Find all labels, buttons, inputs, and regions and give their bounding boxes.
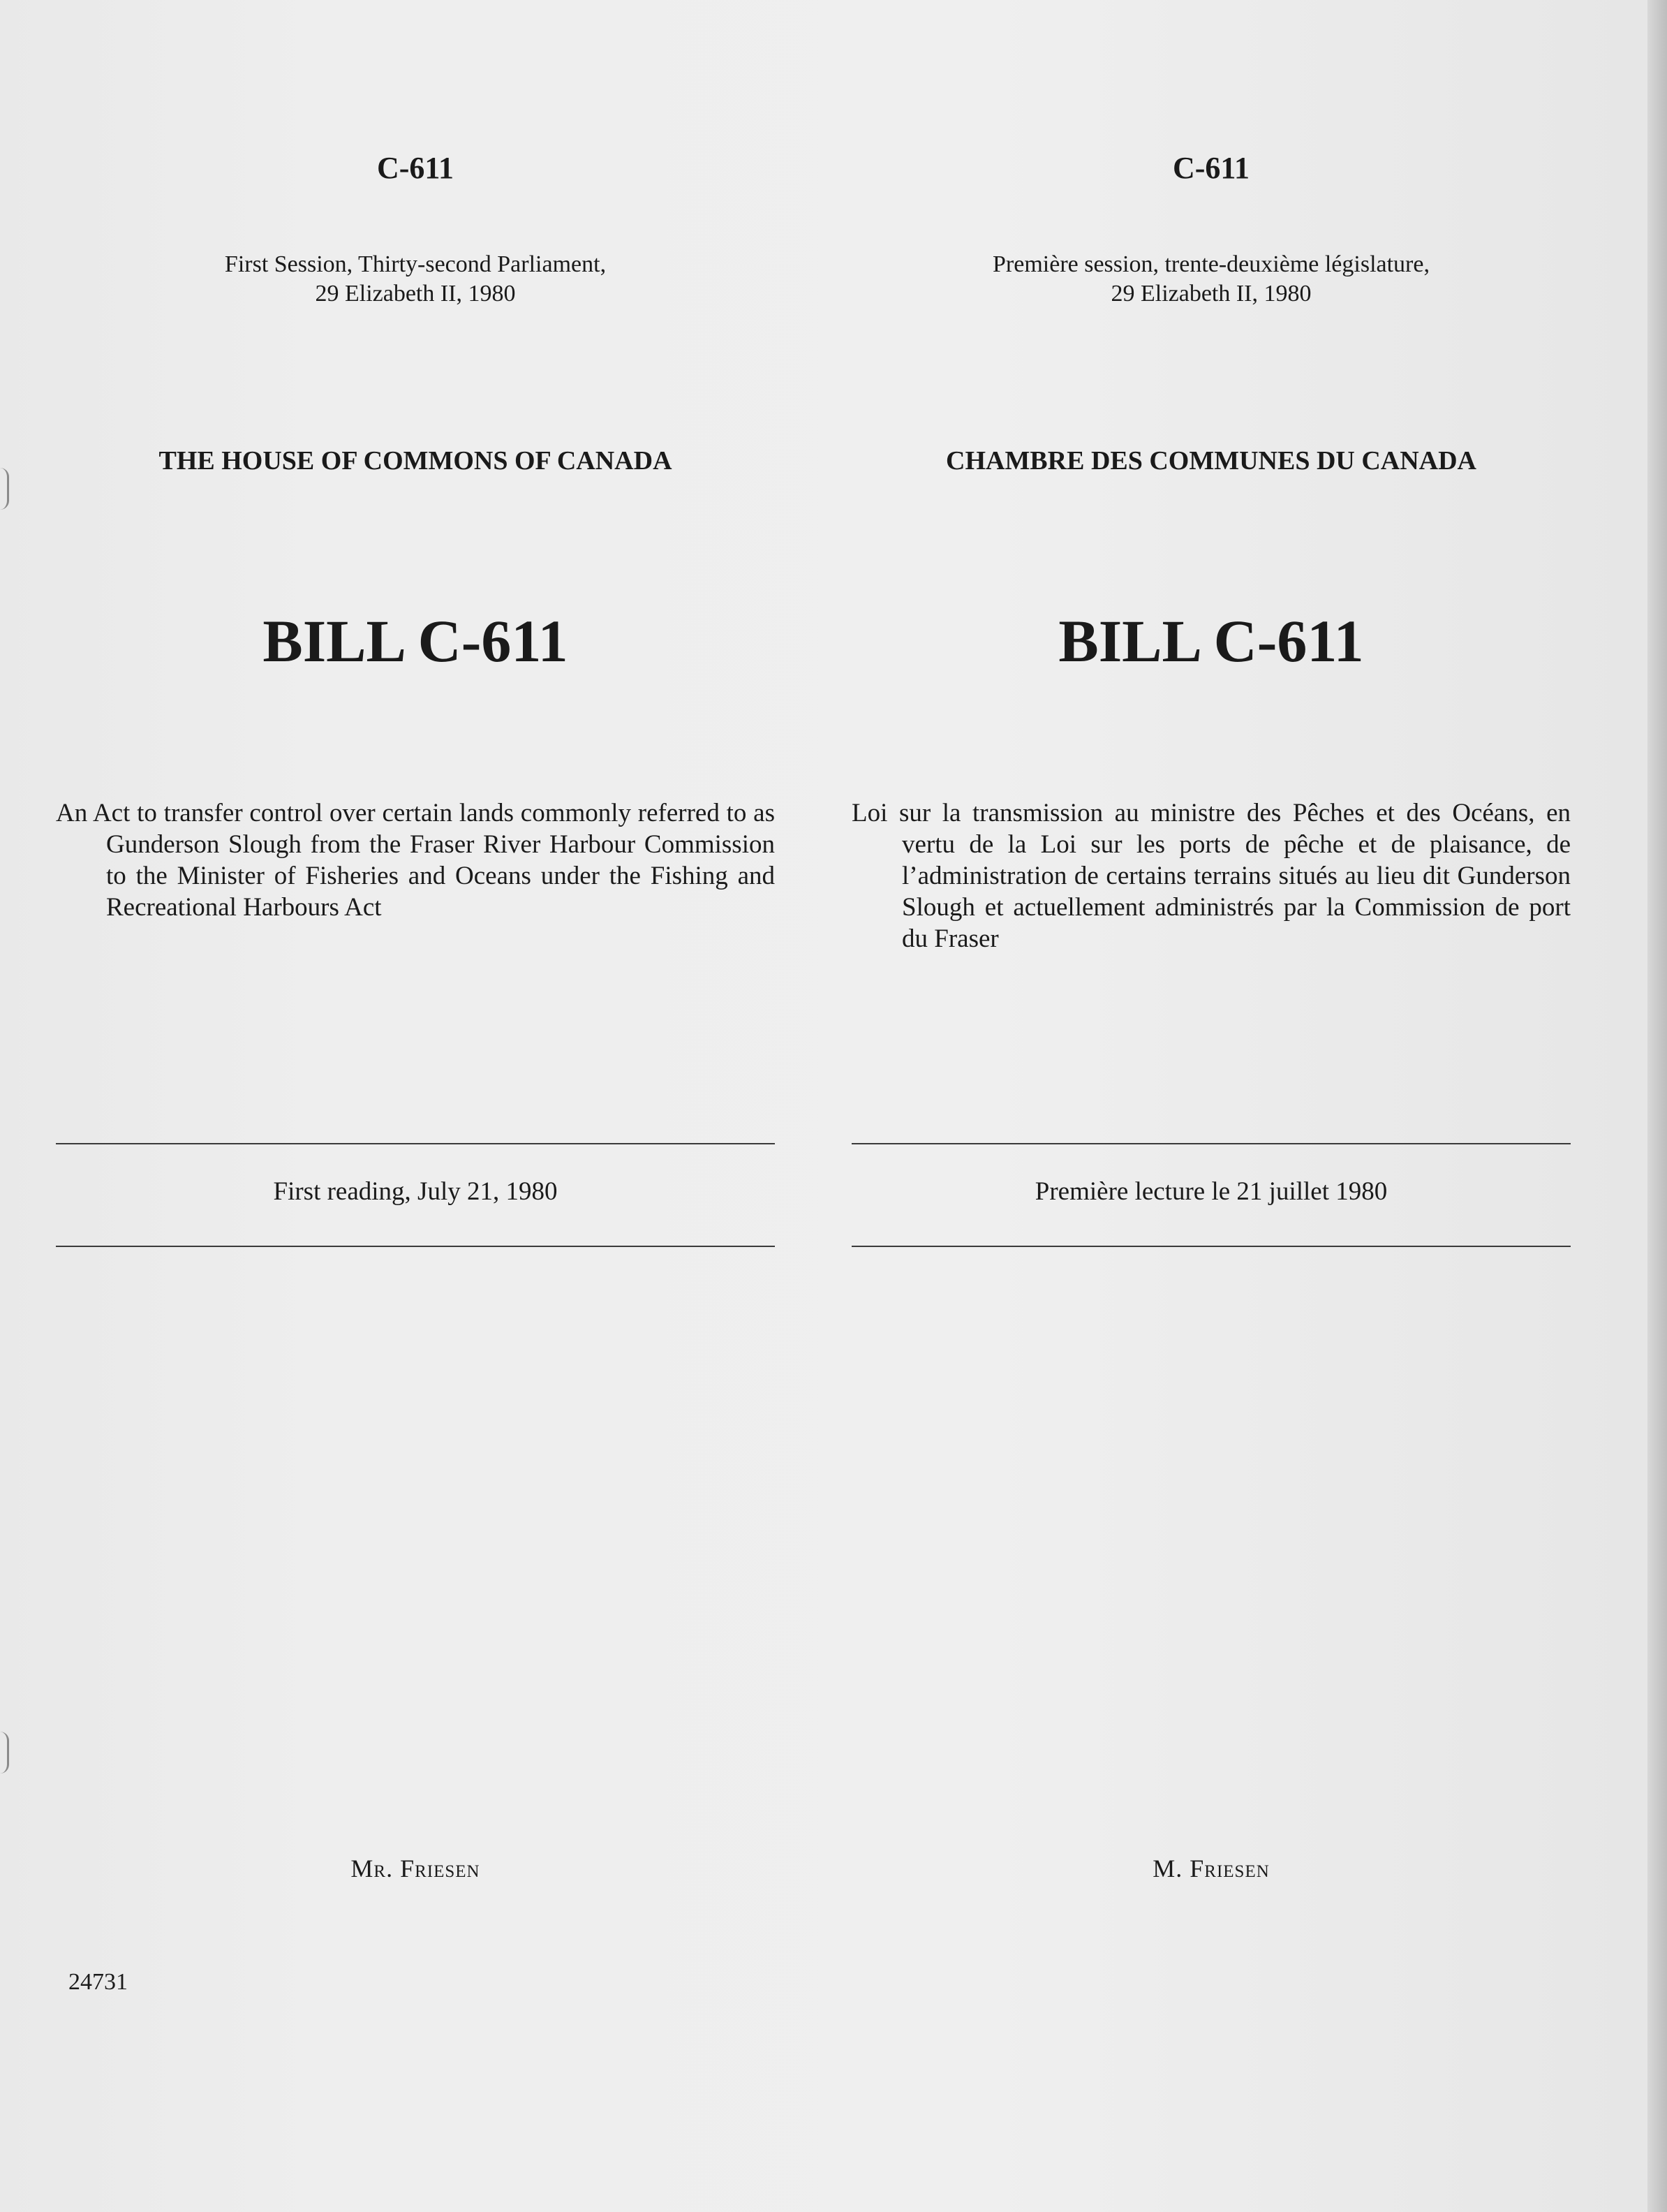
sponsor-name: Mr. Friesen [350, 1855, 480, 1882]
bill-number: C-611 [377, 151, 454, 185]
first-reading: Première lecture le 21 juillet 1980 [1035, 1177, 1388, 1206]
first-reading: First reading, July 21, 1980 [273, 1177, 558, 1206]
divider-rule [56, 1246, 775, 1247]
bill-title: BILL C-611 [1058, 607, 1364, 674]
bill-number: C-611 [1173, 151, 1250, 185]
bill-title: BILL C-611 [262, 607, 568, 674]
house-heading: CHAMBRE DES COMMUNES DU CANADA [946, 446, 1476, 475]
sponsor-name: M. Friesen [1153, 1855, 1270, 1882]
session-year-line: 29 Elizabeth II, 1980 [315, 281, 516, 307]
long-title: An Act to transfer control over certain lands commonly referred to as Gunderson Slough from the Fraser River Harbour Commission to the Minister of Fisheries and Oceans under the Fishing and Recreational Harbours Act [56, 799, 775, 922]
session-year-line: 29 Elizabeth II, 1980 [1111, 281, 1312, 307]
long-title: Loi sur la transmission au ministre des Pêches et des Océans, en vertu de la Loi sur les ports de pêche et de plaisance, de l’administration de certains terrains situés au lieu dit Gunderson Slough et actuellement administrés par la Commission de port du Fraser [852, 799, 1571, 953]
divider-rule [852, 1246, 1571, 1247]
house-heading: THE HOUSE OF COMMONS OF CANADA [158, 446, 672, 475]
divider-rule [852, 1143, 1571, 1144]
document-number: 24731 [68, 1969, 128, 1995]
session-info [852, 250, 1571, 309]
binder-hole-mark [0, 468, 9, 510]
divider-rule [56, 1143, 775, 1144]
session-line: First Session, Thirty-second Parliament, [224, 251, 607, 277]
session-line: Première session, trente-deuxième législature, [993, 251, 1430, 277]
binder-hole-mark [0, 1732, 9, 1774]
page-edge [1647, 0, 1667, 2212]
session-info [56, 250, 775, 309]
